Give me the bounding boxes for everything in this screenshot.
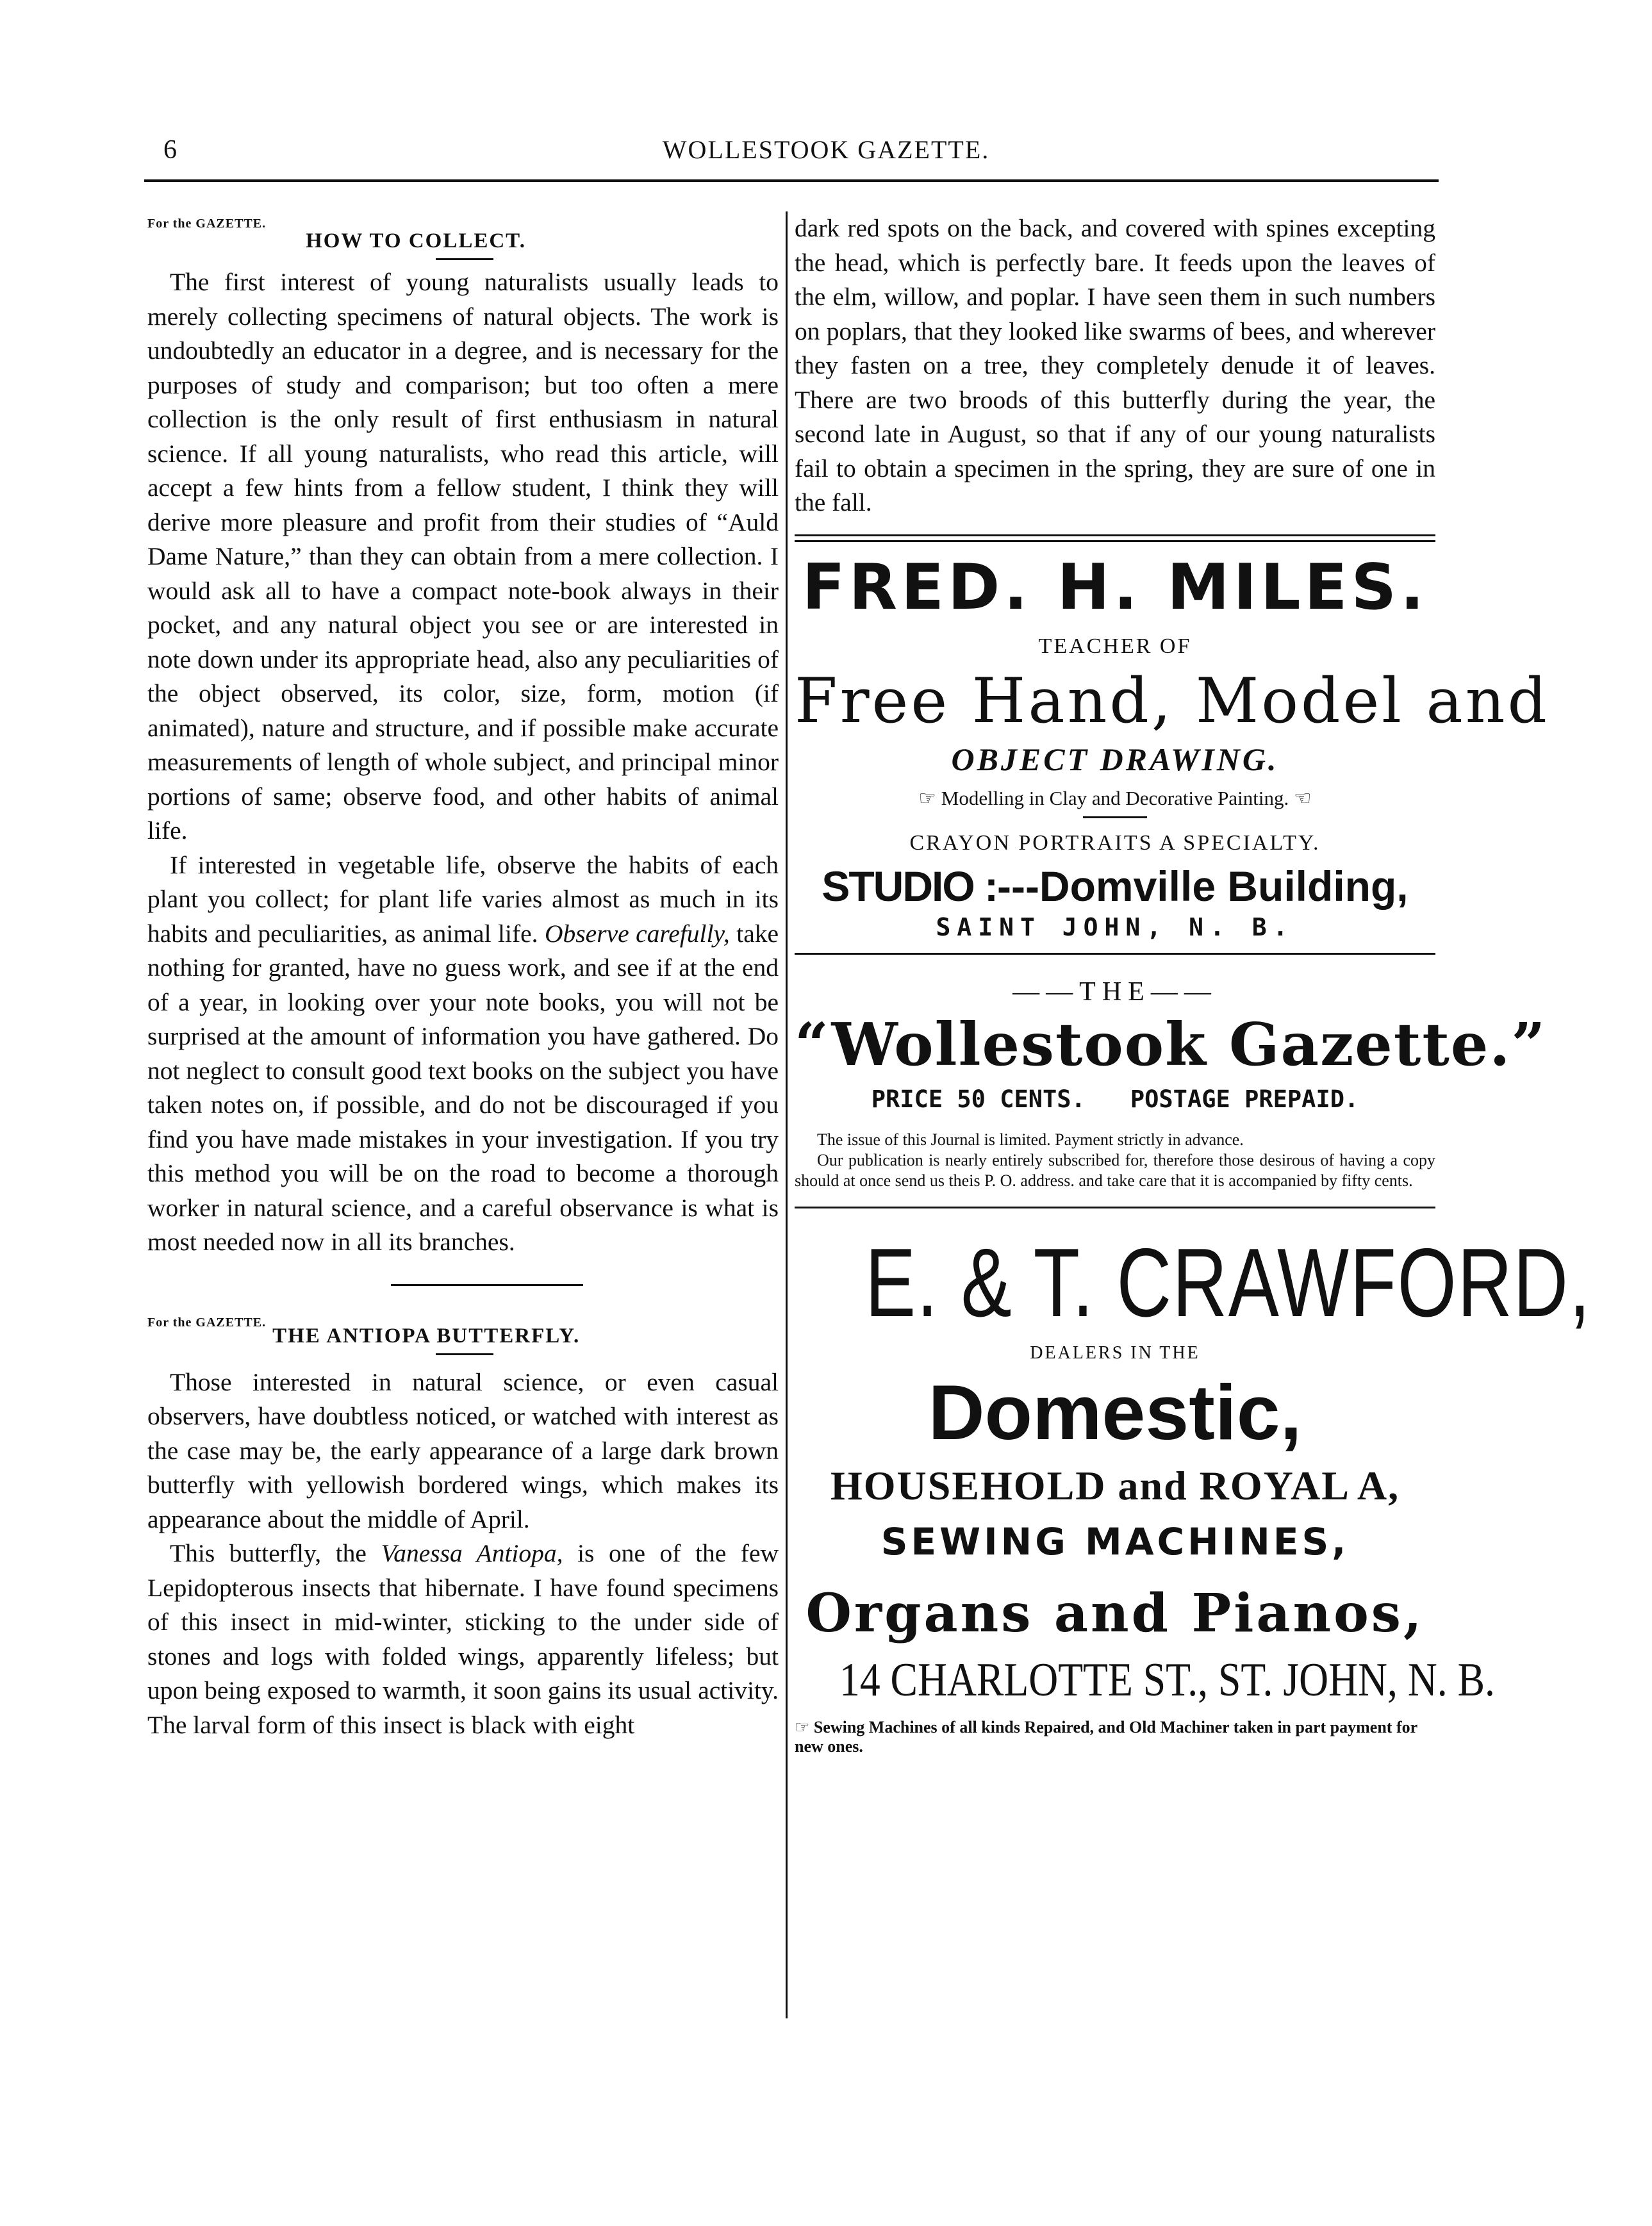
article-separator [391,1284,583,1286]
household-line: HOUSEHOLD and ROYAL A, [830,1462,1400,1508]
header-rule [144,179,1439,182]
pointing-hand-icon: ☜ [1293,786,1312,810]
repair-text: Sewing Machines of all kinds Repaired, and Old Machiner taken in part payment for new ones. [795,1717,1417,1756]
studio-label: STUDIO : [822,862,997,910]
price-line [795,1085,1435,1113]
subject-line: OBJECT DRAWING. [951,741,1279,777]
article-paragraph [147,1537,779,1742]
teacher-of-label: TEACHER OF [1038,634,1192,658]
paragraph-text: take nothing for granted, have no guess work, and see if at the end of a year, in looking over your note books, you will not be surprised at the amount of information you have gathered. Do not neglect to consult good text books on the subject you have taken notes on, if possible, and do not be discouraged if you find you have made mistakes in your investigation. If you try this method you will be on the road to become a thorough worker in natural science, and a careful observance is what is most needed now in all its branches. [147,919,779,1256]
advertisement-gazette [795,977,1547,1191]
postage-text: POSTAGE PREPAID. [1130,1085,1359,1113]
advertisement-crawford [795,1228,1592,1756]
title-rule [436,1353,493,1355]
ad-separator [795,1207,1435,1208]
pointing-hand-icon: ☞ [795,1717,810,1737]
studio-line [795,862,1435,911]
price-text: PRICE 50 CENTS. [871,1085,1086,1113]
ad-separator [795,953,1435,955]
article-paragraph: The first interest of young naturalists usually leads to merely collecting specimens of natural objects. The work is undoubtedly an educator in a degree, and is necessary for the purposes of study and comparison; but too often a mere collection is the only result of first enthusiasm in natural science. If all young naturalists, who read this article, will accept a few hints from a fellow student, I think they will derive more pleasure and profit from their studies of “Auld Dame Nature,” than they can obtain from a mere collection. I would ask all to have a compact note-book always in their pocket, and any natural object you see or are interested in note down under its appropriate head, also any peculiarities of the object observed, its color, size, form, motion (if animated), nature and structure, and if possible make accurate measurements of length of whole subject, and principal minor portions of same; observe food, and other habits of animal life. [147,268,779,845]
the-label: ——THE—— [1012,977,1218,1007]
double-rule [795,534,1435,542]
domestic-brand: Domestic, [928,1368,1302,1456]
column-divider [786,211,788,2018]
running-title: WOLLESTOOK GAZETTE. [662,135,990,164]
sewing-machines-line: SEWING MACHINES, [880,1519,1350,1563]
for-the-gazette-label: For the GAZETTE. [147,217,267,231]
article-antiopa-butterfly [147,1312,779,1743]
page-number: 6 [163,135,177,165]
article-title: HOW TO COLLECT. [306,229,526,252]
crayon-specialty: CRAYON PORTRAITS A SPECIALTY. [909,830,1321,855]
paragraph-text: If interested in vegetable life, observe the habits of each plant you collect; for plant life varies almost as much in its habits and peculiarities, as animal life. [147,850,779,948]
address-line: 14 CHARLOTTE ST., ST. JOHN, N. B. [839,1653,1495,1706]
repair-note [795,1718,1435,1756]
organs-pianos-line: Organs and Pianos, [805,1582,1425,1644]
city-line: SAINT JOHN, N. B. [936,912,1294,941]
ad-rule [1083,816,1147,818]
modelling-text: Modelling in Clay and Decorative Painting. [941,786,1289,809]
for-the-gazette-label: For the GAZETTE. [147,1315,267,1330]
crawford-name: E. & T. CRAWFORD, [865,1228,1592,1337]
title-rule [436,258,493,260]
subject-line: Free Hand, Model and [795,664,1549,737]
notice-text: The issue of this Journal is limited. Payment strictly in advance. [817,1130,1244,1149]
article-continuation: dark red spots on the back, and covered with spines excepting the head, which is perfectly bare. It feeds upon the leaves of the elm, willow, and poplar. I have seen them in such numbers on poplars, that they looked like swarms of bees, and wherever they fasten on a tree, they completely denude it of leaves. There are two broods of this butterfly during the year, the second late in August, so that if any of our young naturalists fail to obtain a specimen in the spring, they are sure of one in the fall. [795,214,1435,516]
dealers-label: DEALERS IN THE [1030,1342,1200,1363]
studio-location: ---Domville Building, [997,862,1408,910]
article-paragraph [147,848,779,1260]
species-name: Vanessa Antiopa, [381,1539,563,1567]
paragraph-text: This butterfly, the [170,1539,367,1567]
right-column [795,211,1592,1756]
modelling-line [795,787,1435,810]
gazette-title: “Wollestook Gazette.” [795,1009,1547,1079]
emphasis-text: Observe carefully, [545,919,730,948]
paragraph-text: is one of the few Lepidopterous insects that hibernate. I have found specimens of this insect in mid-winter, sticking to the under side of stones and logs with folded wings, apparently lifeless; but upon being exposed to warmth, it soon gains its usual activity. The larval form of this insect is black with eight [147,1539,779,1739]
advertiser-name: FRED. H. MILES. [802,550,1428,624]
article-title: THE ANTIOPA BUTTERFLY. [272,1324,581,1348]
notice-text: Our publication is nearly entirely subscribed for, therefore those desirous of having a copy should at once send us theis P. O. address. and take care that it is accompanied by fifty cents. [795,1150,1435,1190]
pointing-hand-icon: ☞ [918,786,937,810]
left-column [147,211,779,1742]
advertisement-fred-miles [795,550,1549,941]
article-how-to-collect [147,211,779,1260]
article-paragraph: Those interested in natural science, or even casual observers, have doubtless noticed, or watched with interest as the case may be, the early appearance of a large dark brown butterfly with yellowish bordered wings, which makes its appearance about the middle of April. [147,1367,779,1533]
